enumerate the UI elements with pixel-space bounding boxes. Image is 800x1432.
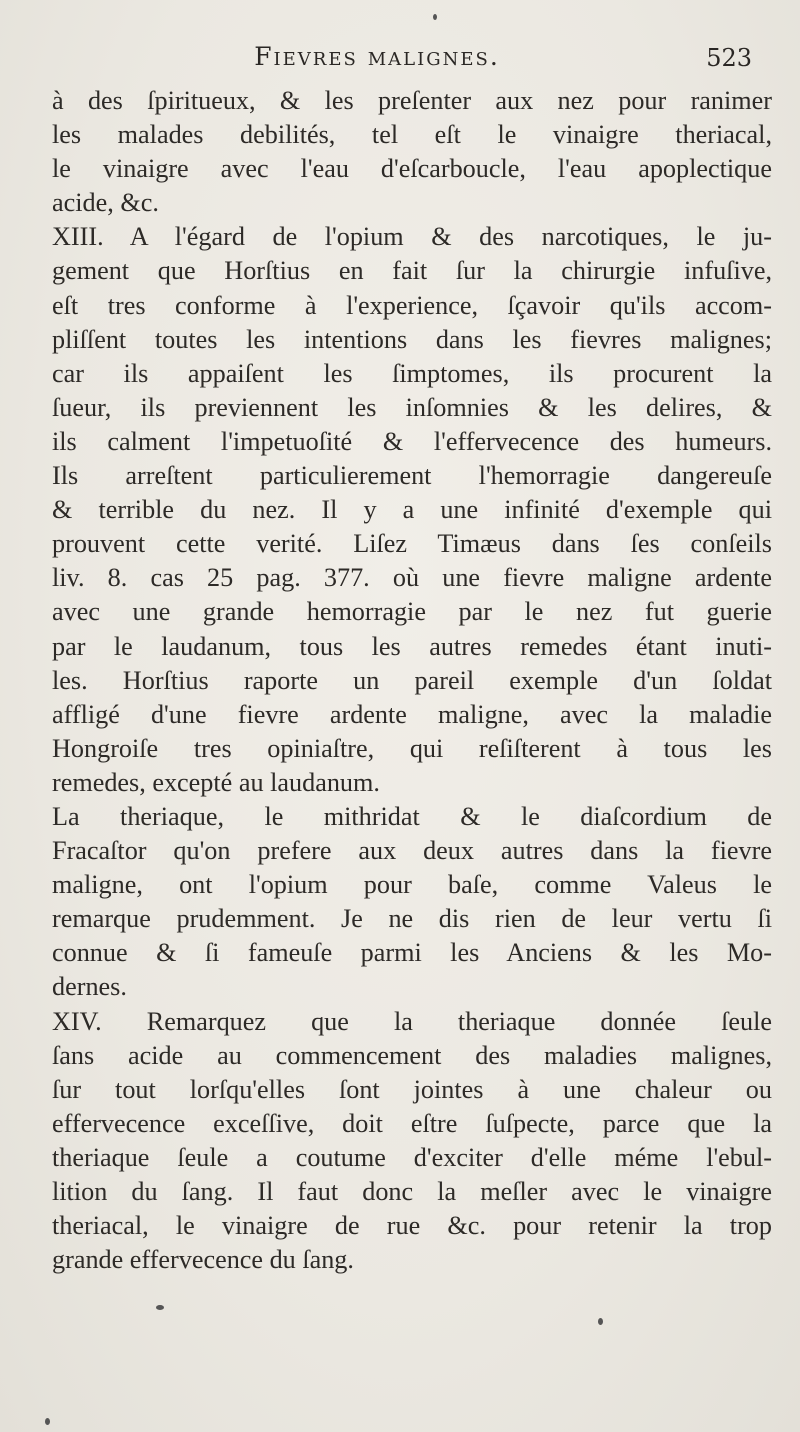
text-line: XIV. Remarquez que la theriaque donnée ſeule: [52, 1006, 772, 1036]
text-line: maligne, ont l'opium pour baſe, comme Valeus le: [52, 870, 772, 900]
text-line: effervecence exceſſive, doit eſtre ſuſpecte, parce que la: [52, 1108, 772, 1138]
text-line: lition du ſang. Il faut donc la meſler avec le vinaigre: [52, 1177, 772, 1206]
text-line: & terrible du nez. Il y a une infinité d'exemple qui: [52, 495, 772, 525]
page-header: [52, 42, 762, 82]
text-line: les. Horſtius raporte un pareil exemple d'un ſoldat: [52, 665, 772, 695]
text-line: liv. 8. cas 25 pag. 377. où une fievre maligne ardente: [52, 563, 772, 593]
text-line: ſueur, ils previennent les inſomnies & les delires, &: [52, 392, 772, 422]
text-line: grande effervecence du ſang.: [52, 1245, 354, 1275]
text-line: acide, &c.: [52, 188, 159, 218]
text-line: Hongroiſe tres opiniaſtre, qui reſiſterent à tous les: [52, 733, 772, 763]
text-line: affligé d'une fievre ardente maligne, avec la maladie: [52, 699, 772, 729]
ink-speck: [598, 1318, 603, 1325]
text-line: eſt tres conforme à l'experience, ſçavoir qu'ils accom-: [52, 290, 772, 320]
ink-speck: [45, 1418, 50, 1425]
text-line: remarque prudemment. Je ne dis rien de leur vertu ſi: [52, 904, 772, 934]
page-number: 523: [706, 44, 752, 72]
text-line: Ils arreſtent particulierement l'hemorragie dangereuſe: [52, 461, 772, 491]
ink-speck: [156, 1305, 164, 1310]
text-line: Fracaſtor qu'on prefere aux deux autres dans la fievre: [52, 836, 772, 866]
text-line: prouvent cette verité. Liſez Timæus dans ſes conſeils: [52, 529, 772, 559]
text-line: ſans acide au commencement des maladies malignes,: [52, 1040, 772, 1070]
text-line: par le laudanum, tous les autres remedes étant inuti-: [52, 631, 772, 661]
text-line: avec une grande hemorragie par le nez fut guerie: [52, 597, 772, 627]
body-text: [52, 84, 772, 1277]
running-title: Fievres malignes.: [254, 42, 500, 71]
text-line: remedes, excepté au laudanum.: [52, 767, 380, 797]
text-line: ils calment l'impetuoſité & l'effervecence des humeurs.: [52, 426, 772, 456]
ink-speck: [433, 14, 437, 20]
text-line: connue & ſi fameuſe parmi les Anciens & les Mo-: [52, 938, 772, 968]
text-line: XIII. A l'égard de l'opium & des narcotiques, le ju-: [52, 222, 772, 252]
text-line: le vinaigre avec l'eau d'eſcarboucle, l'eau apoplectique: [52, 154, 772, 184]
text-line: à des ſpiritueux, & les preſenter aux nez pour ranimer: [52, 86, 772, 115]
text-line: La theriaque, le mithridat & le diaſcordium de: [52, 801, 772, 831]
text-line: pliſſent toutes les intentions dans les fievres malignes;: [52, 324, 772, 354]
text-line: theriaque ſeule a coutume d'exciter d'elle méme l'ebul-: [52, 1142, 772, 1172]
text-line: ſur tout lorſqu'elles ſont jointes à une chaleur ou: [52, 1074, 772, 1104]
text-line: car ils appaiſent les ſimptomes, ils procurent la: [52, 358, 772, 388]
text-line: les malades debilités, tel eſt le vinaigre theriacal,: [52, 120, 772, 150]
text-line: dernes.: [52, 972, 127, 1002]
text-line: theriacal, le vinaigre de rue &c. pour retenir la trop: [52, 1211, 772, 1241]
text-line: gement que Horſtius en fait ſur la chirurgie infuſive,: [52, 256, 772, 286]
